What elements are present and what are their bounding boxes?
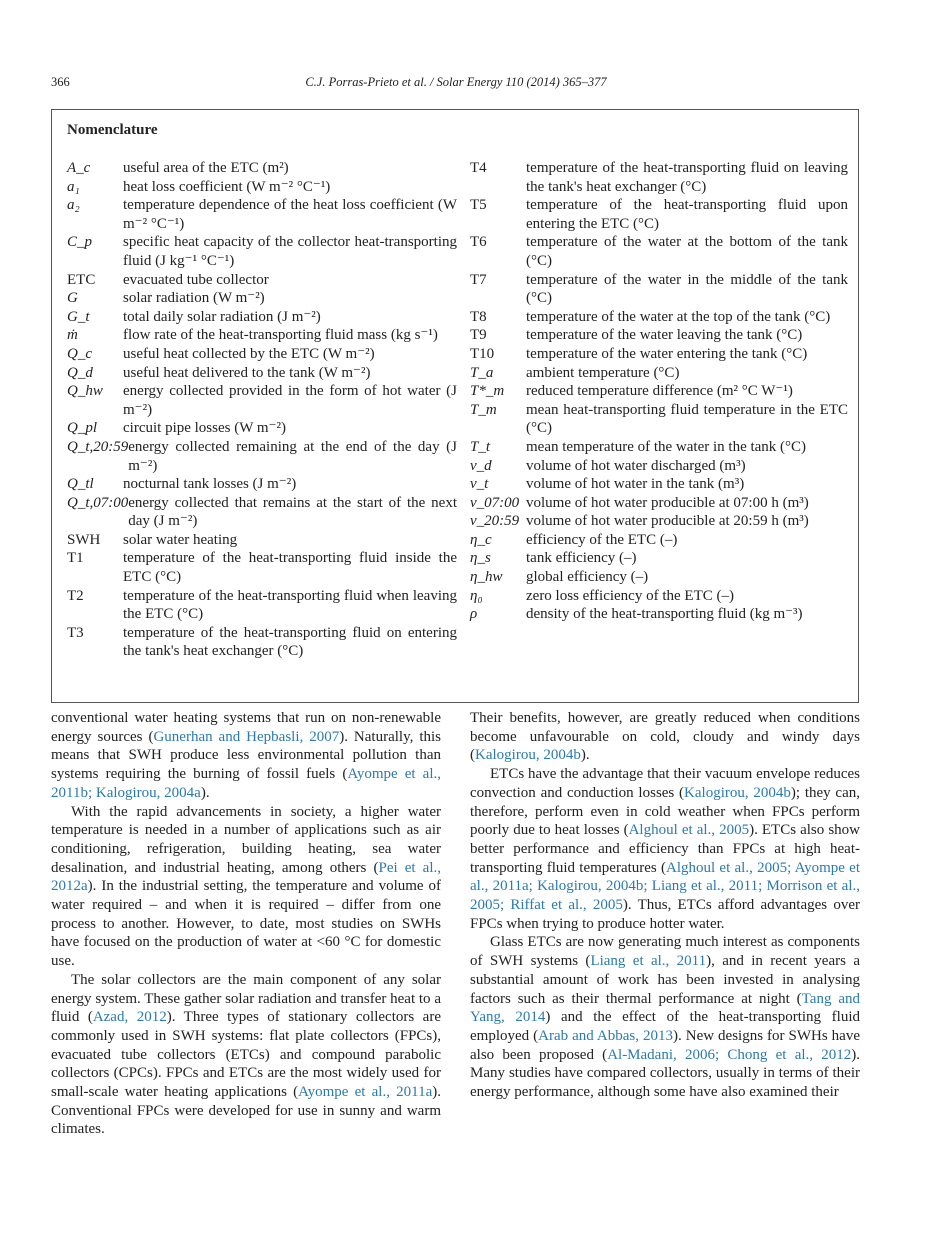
nomenclature-definition: mean temperature of the water in the tank (°C) — [526, 438, 807, 455]
nomenclature-definition: heat loss coefficient (W m⁻² °C⁻¹) — [123, 178, 331, 195]
nomenclature-definition: nocturnal tank losses (J m⁻²) — [123, 476, 297, 493]
nomenclature-definition: temperature of the heat-transporting fluid inside the ETC (°C) — [123, 550, 457, 586]
nomenclature-definition: temperature of the heat-transporting fluid on entering the tank's heat exchanger (°C) — [123, 624, 457, 660]
nomenclature-entry — [470, 494, 848, 513]
running-title: C.J. Porras-Prieto et al. / Solar Energy 110 (2014) 365–377 — [305, 75, 607, 89]
nomenclature-symbol: Q_hw — [67, 383, 103, 400]
nomenclature-symbol: T4 — [470, 160, 487, 176]
nomenclature-entry — [470, 457, 848, 476]
nomenclature-entry — [67, 624, 457, 661]
nomenclature-entry — [67, 178, 457, 197]
nomenclature-symbol: T9 — [470, 327, 487, 344]
nomenclature-entry — [470, 382, 848, 401]
nomenclature-definition: mean heat-transporting fluid temperature in the ETC (°C) — [526, 401, 848, 437]
nomenclature-symbol: η_c — [470, 531, 492, 548]
nomenclature-definition: temperature of the water at the top of the tank (°C) — [526, 308, 831, 325]
body-paragraph: Glass ETCs are now generating much interest as components of SWH systems (Liang et al., 2011), and in recent years a substantial amount of work has been invested in analysing factors such as their thermal performance at night (Tang and Yang, 2014) and the effect of the heat-transporting fluid employed (Arab and Abbas, 2013). New designs for SWHs have also been proposed (Al-Madani, 2006; Chong et al., 2012). Many studies have compared collectors, usually in terms of their energy performance, although some have also examined their — [470, 934, 861, 1101]
citation-link[interactable]: Alghoul et al., 2005 — [628, 822, 750, 839]
nomenclature-symbol: Q_d — [67, 364, 93, 381]
nomenclature-symbol: η_s — [470, 550, 491, 567]
nomenclature-definition: circuit pipe losses (W m⁻²) — [123, 420, 286, 437]
nomenclature-symbol: SWH — [67, 531, 101, 548]
nomenclature-symbol: a₂ — [67, 197, 80, 214]
nomenclature-definition: temperature of the water leaving the tank (°C) — [526, 327, 803, 344]
nomenclature-symbol: v_20:59 — [470, 513, 520, 530]
nomenclature-definition: temperature of the water in the middle of the tank (°C) — [526, 271, 848, 307]
nomenclature-entry — [470, 364, 848, 383]
nomenclature-entry — [67, 382, 457, 419]
nomenclature-entry — [67, 159, 457, 178]
nomenclature-symbol: ETC — [67, 271, 96, 288]
citation-link[interactable]: Kalogirou, 2004b — [475, 747, 581, 764]
nomenclature-definition: efficiency of the ETC (–) — [526, 531, 678, 548]
nomenclature-entry — [470, 308, 848, 327]
nomenclature-symbol: T_t — [470, 438, 491, 455]
nomenclature-entry — [470, 531, 848, 550]
nomenclature-symbol: T7 — [470, 271, 487, 288]
nomenclature-entry — [470, 196, 848, 233]
nomenclature-definition: flow rate of the heat-transporting fluid mass (kg s⁻¹) — [123, 327, 438, 344]
citation-link[interactable]: Pei et al., 2012a — [51, 859, 441, 895]
nomenclature-definition: temperature dependence of the heat loss coefficient (W m⁻² °C⁻¹) — [123, 197, 457, 232]
nomenclature-entry — [470, 271, 848, 308]
nomenclature-symbol: T2 — [67, 587, 84, 604]
nomenclature-symbol: Q_t,07:00 — [67, 494, 129, 511]
nomenclature-definition: volume of hot water producible at 20:59 h (m³) — [526, 513, 809, 530]
citation-link[interactable]: Arab and Abbas, 2013 — [538, 1027, 673, 1044]
nomenclature-symbol: T5 — [470, 197, 487, 214]
nomenclature-definition: evacuated tube collector — [123, 271, 269, 288]
citation-link[interactable]: Gunerhan and Hepbasli, 2007 — [153, 728, 340, 745]
nomenclature-entry — [67, 271, 457, 290]
nomenclature-entry — [470, 345, 848, 364]
nomenclature-definition: volume of hot water producible at 07:00 h (m³) — [526, 494, 809, 511]
nomenclature-right-column — [470, 159, 848, 624]
nomenclature-definition: temperature of the water entering the tank (°C) — [526, 345, 808, 362]
nomenclature-entry — [67, 587, 457, 624]
nomenclature-symbol: T*_m — [470, 383, 505, 400]
nomenclature-entry — [67, 308, 457, 327]
nomenclature-entry — [470, 438, 848, 457]
nomenclature-symbol: v_07:00 — [470, 494, 520, 511]
nomenclature-box — [51, 109, 859, 703]
nomenclature-symbol: v_t — [470, 476, 489, 493]
nomenclature-entry — [67, 326, 457, 345]
nomenclature-entry — [67, 345, 457, 364]
citation-link[interactable]: Al-Madani, 2006; Chong et al., 2012 — [607, 1046, 852, 1063]
nomenclature-symbol: T_a — [470, 364, 494, 381]
nomenclature-symbol: G — [67, 290, 78, 307]
nomenclature-entry — [470, 233, 848, 270]
nomenclature-entry — [67, 419, 457, 438]
nomenclature-title: Nomenclature — [67, 122, 158, 138]
nomenclature-entry — [67, 494, 457, 531]
nomenclature-entry — [470, 475, 848, 494]
nomenclature-definition: temperature of the heat-transporting fluid on leaving the tank's heat exchanger (°C) — [526, 160, 848, 195]
nomenclature-symbol: T6 — [470, 234, 487, 251]
nomenclature-definition: tank efficiency (–) — [526, 550, 637, 567]
nomenclature-definition: specific heat capacity of the collector heat-transporting fluid (J kg⁻¹ °C⁻¹) — [123, 234, 457, 269]
citation-link[interactable]: Kalogirou, 2004b — [684, 784, 791, 801]
nomenclature-symbol: G_t — [67, 308, 90, 325]
nomenclature-entry — [470, 549, 848, 568]
nomenclature-symbol: C_p — [67, 234, 93, 251]
nomenclature-definition: energy collected that remains at the start of the next day (J m⁻²) — [128, 494, 457, 530]
body-paragraph: With the rapid advancements in society, a higher water temperature is needed in a number of applications such as air conditioning, refrigeration, building heating, sea water desalination, and industrial heating, among others (Pei et al., 2012a). In the industrial setting, the temperature and volume of water required – and when it is required – differ from one process to another. However, to date, most studies on SWHs have focused on the production of water at <60 °C for domestic use. — [51, 803, 441, 970]
body-paragraph: ETCs have the advantage that their vacuum envelope reduces convection and conduction losses (Kalogirou, 2004b); they can, therefore, perform even in cold weather when FPCs perform poorly due to heat losses (Alghoul et al., 2005). ETCs also show better performance and efficiency than FPCs at high heat-transporting fluid temperatures (Alghoul et al., 2005; Ayompe et al., 2011a; Kalogirou, 2004b; Liang et al., 2011; Morrison et al., 2005; Riffat et al., 2005). Thus, ETCs afford advantages over FPCs when trying to produce hotter water. — [470, 766, 860, 932]
nomenclature-left-column — [67, 159, 457, 661]
nomenclature-definition: total daily solar radiation (J m⁻²) — [123, 308, 321, 325]
body-paragraph: The solar collectors are the main component of any solar energy system. These gather solar radiation and transfer heat to a fluid (Azad, 2012). Three types of stationary collectors are commonly used in SWH systems: flat plate collectors (FPCs), evacuated tube collectors (ETCs) and compound parabolic collectors (CPCs). FPCs and ETCs are the most widely used for small-scale water heating applications (Ayompe et al., 2011a). Conventional FPCs were developed for use in sunny and warm climates. — [51, 971, 441, 1138]
nomenclature-entry — [470, 568, 848, 587]
nomenclature-symbol: η_hw — [470, 569, 503, 586]
nomenclature-entry — [67, 233, 457, 270]
nomenclature-symbol: Q_c — [67, 345, 92, 362]
nomenclature-definition: volume of hot water in the tank (m³) — [526, 476, 745, 493]
nomenclature-definition: global efficiency (–) — [526, 569, 649, 586]
nomenclature-symbol: T_m — [470, 401, 497, 418]
nomenclature-symbol: η₀ — [470, 587, 483, 604]
page-header — [51, 75, 861, 95]
citation-link[interactable]: Tang and Yang, 2014 — [470, 990, 860, 1026]
nomenclature-symbol: Q_pl — [67, 420, 97, 437]
nomenclature-definition: reduced temperature difference (m² °C W⁻¹) — [526, 383, 793, 400]
nomenclature-symbol: ρ — [470, 606, 478, 623]
citation-link[interactable]: Azad, 2012 — [92, 1009, 167, 1026]
nomenclature-symbol: Q_t,20:59 — [67, 438, 129, 455]
nomenclature-definition: useful heat delivered to the tank (W m⁻²) — [123, 364, 371, 381]
nomenclature-definition: solar radiation (W m⁻²) — [123, 290, 265, 307]
nomenclature-entry — [470, 587, 848, 606]
nomenclature-definition: temperature of the heat-transporting fluid upon entering the ETC (°C) — [526, 197, 848, 232]
body-paragraph: conventional water heating systems that run on non-renewable energy sources (Gunerhan and Hepbasli, 2007). Naturally, this means that SWH produce less environmental pollution than systems requiring the burning of fossil fuels (Ayompe et al., 2011b; Kalogirou, 2004a). — [51, 710, 441, 801]
nomenclature-definition: solar water heating — [123, 531, 238, 548]
nomenclature-definition: useful heat collected by the ETC (W m⁻²) — [123, 345, 375, 362]
nomenclature-definition: temperature of the water at the bottom of the tank (°C) — [526, 234, 848, 269]
nomenclature-entry — [67, 531, 457, 550]
page-number: 366 — [51, 75, 70, 89]
nomenclature-entry — [470, 401, 848, 438]
nomenclature-definition: useful area of the ETC (m²) — [123, 160, 289, 176]
nomenclature-symbol: T1 — [67, 550, 84, 567]
nomenclature-symbol: ṁ — [67, 327, 78, 344]
nomenclature-symbol: v_d — [470, 457, 492, 474]
nomenclature-symbol: T3 — [67, 624, 84, 641]
nomenclature-entry — [470, 512, 848, 531]
nomenclature-definition: energy collected provided in the form of hot water (J m⁻²) — [123, 383, 457, 418]
citation-link[interactable]: Ayompe et al., 2011b; Kalogirou, 2004a — [51, 766, 441, 801]
nomenclature-definition: energy collected remaining at the end of the day (J m⁻²) — [128, 438, 457, 474]
nomenclature-definition: zero loss efficiency of the ETC (–) — [526, 587, 734, 604]
nomenclature-entry — [470, 605, 848, 624]
nomenclature-entry — [67, 364, 457, 383]
nomenclature-entry — [470, 159, 848, 196]
nomenclature-entry — [67, 475, 457, 494]
citation-link[interactable]: Alghoul et al., 2005; Ayompe et al., 2011a; Kalogirou, 2004b; Liang et al., 2011; Morrison et al., 2005; Riffat et al., 2005 — [470, 859, 860, 914]
nomenclature-symbol: T10 — [470, 345, 495, 362]
body-paragraph: Their benefits, however, are greatly reduced when conditions become unfavourable on cold, cloudy and windy days (Kalogirou, 2004b). — [470, 710, 860, 764]
nomenclature-entry — [67, 196, 457, 233]
body-right-column — [470, 709, 860, 1102]
nomenclature-entry — [67, 438, 457, 475]
citation-link[interactable]: Ayompe et al., 2011a — [298, 1084, 433, 1101]
body-left-column — [51, 709, 441, 1139]
nomenclature-entry — [67, 549, 457, 586]
nomenclature-definition: density of the heat-transporting fluid (kg m⁻³) — [526, 606, 803, 623]
nomenclature-symbol: Q_tl — [67, 476, 94, 493]
nomenclature-symbol: a₁ — [67, 178, 80, 195]
nomenclature-definition: ambient temperature (°C) — [526, 364, 680, 381]
citation-link[interactable]: Liang et al., 2011 — [590, 953, 707, 970]
nomenclature-definition: volume of hot water discharged (m³) — [526, 457, 746, 474]
nomenclature-symbol: T8 — [470, 308, 487, 325]
nomenclature-symbol: A_c — [67, 160, 91, 176]
nomenclature-entry — [67, 289, 457, 308]
nomenclature-definition: temperature of the heat-transporting fluid when leaving the ETC (°C) — [123, 587, 457, 623]
nomenclature-entry — [470, 326, 848, 345]
